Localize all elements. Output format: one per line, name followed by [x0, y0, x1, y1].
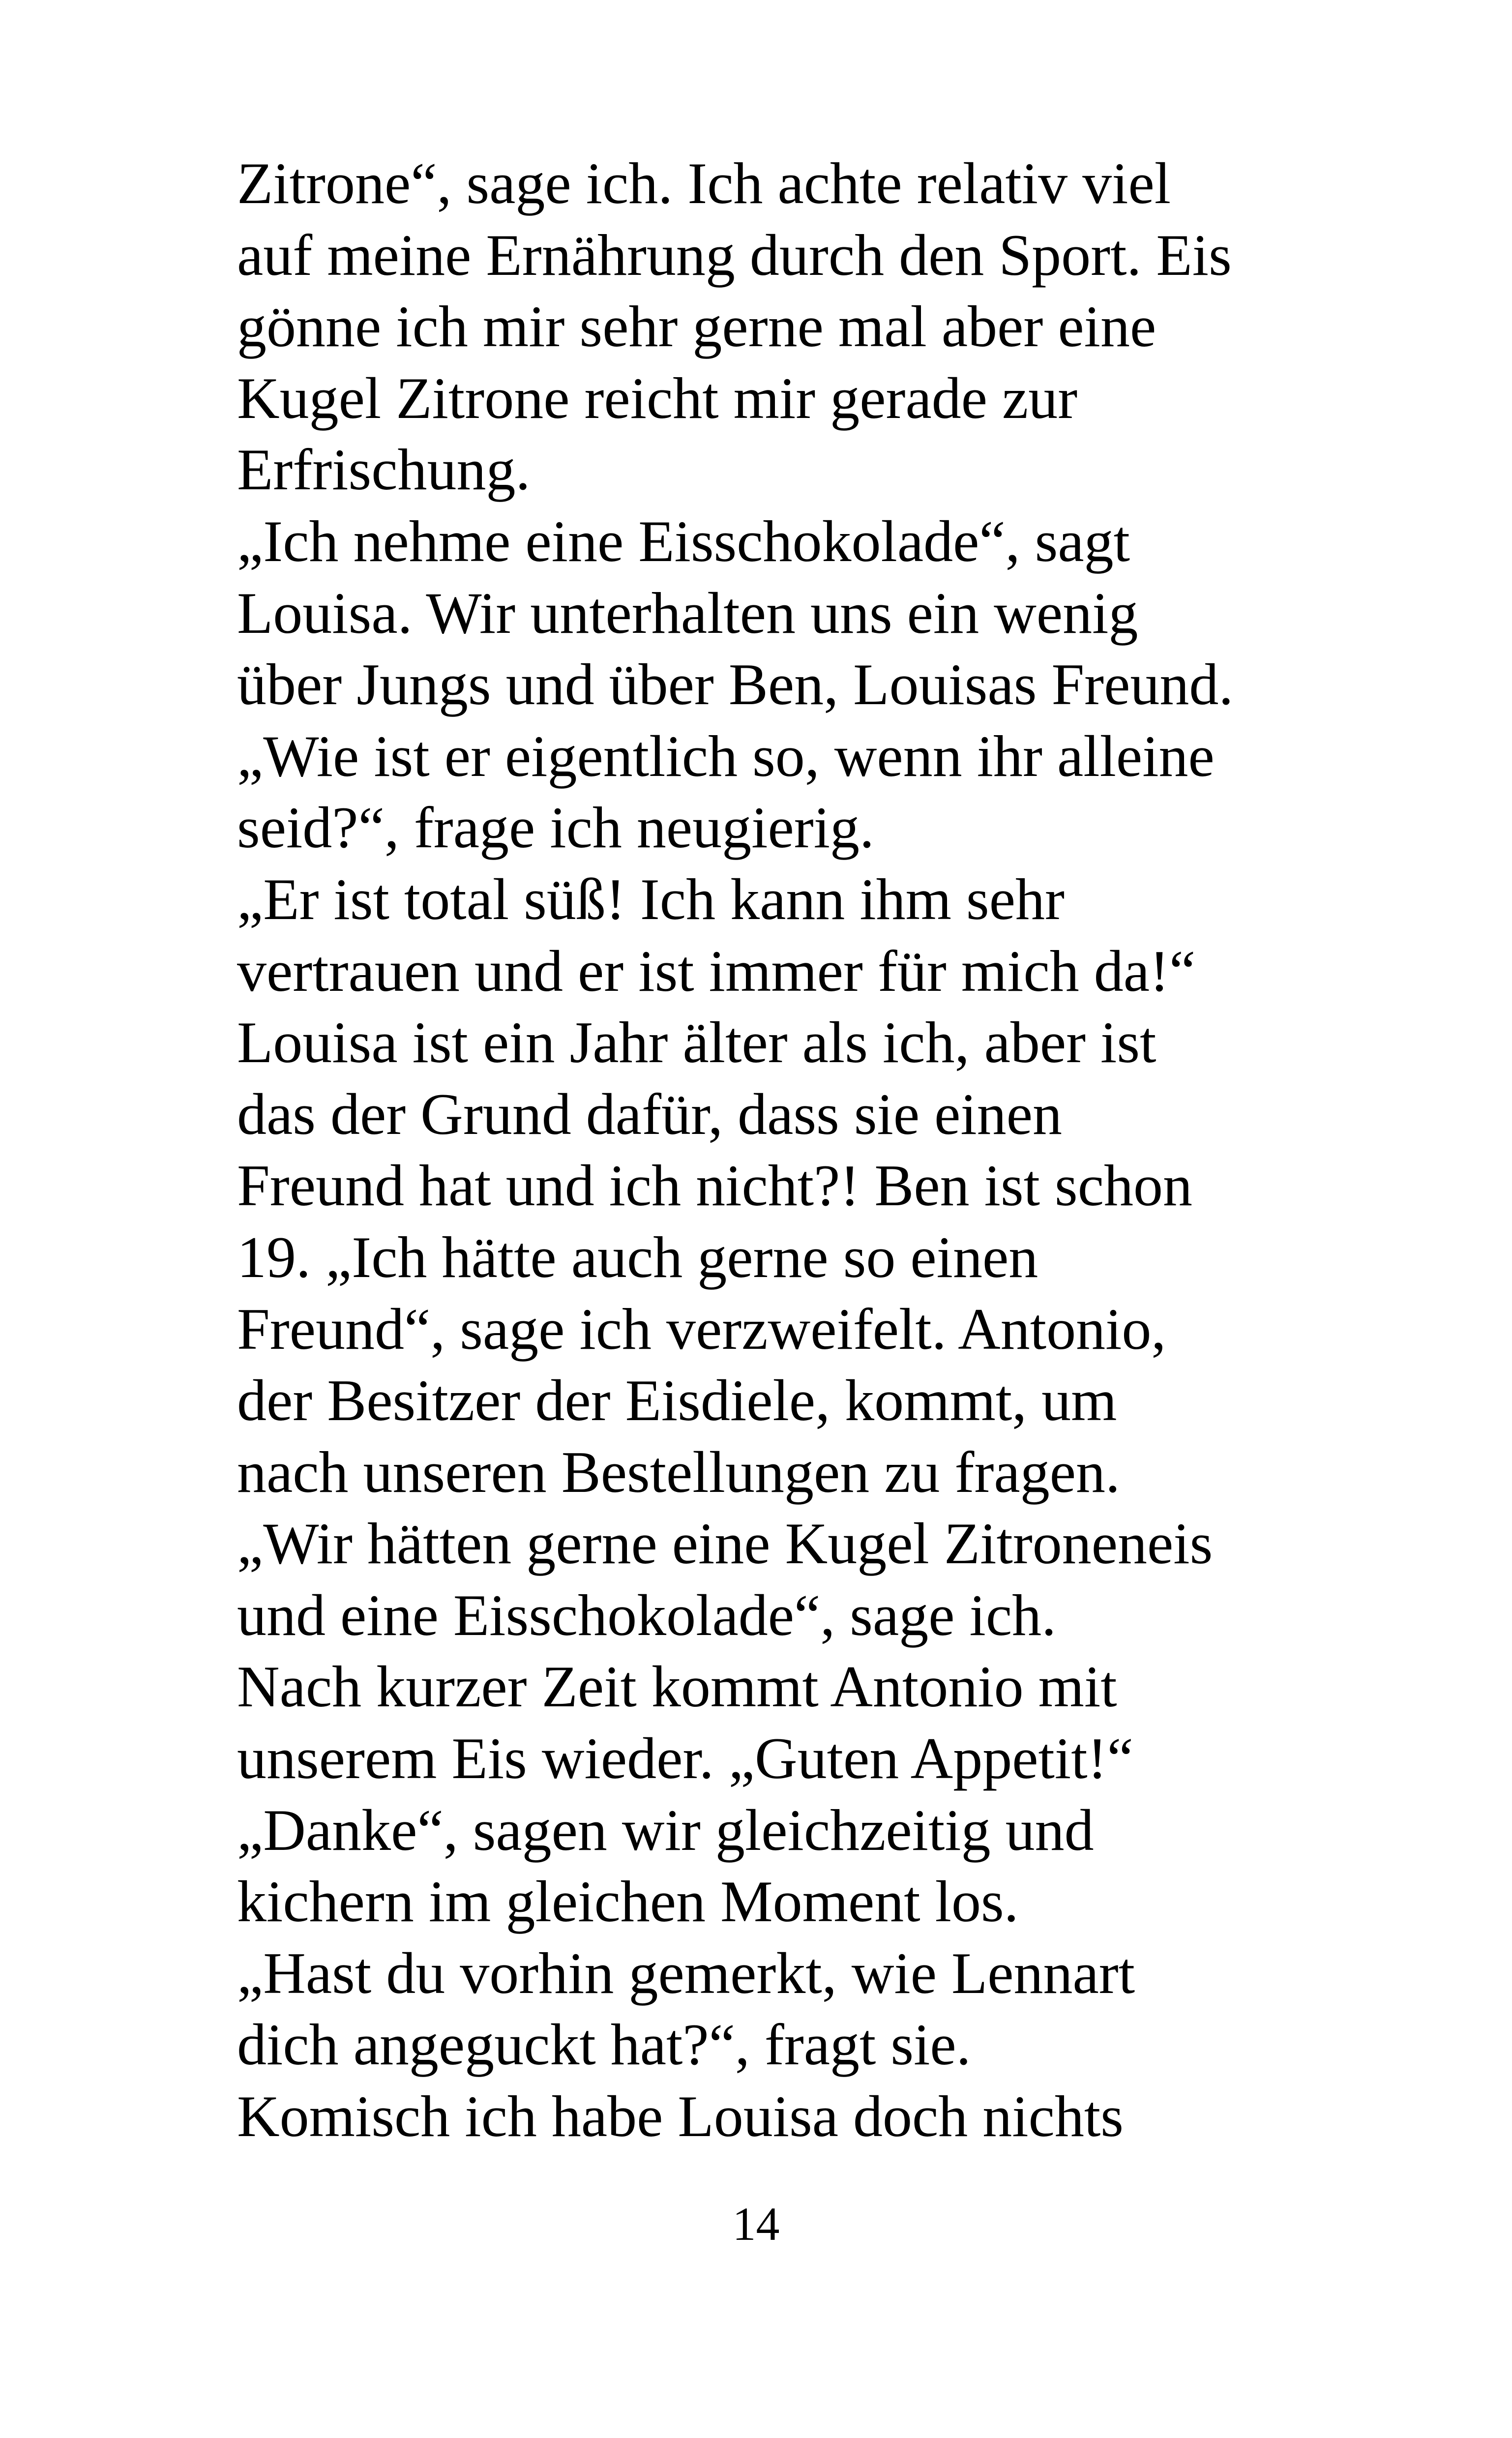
- text-line: dich angeguckt hat?“, fragt sie.: [237, 2012, 971, 2078]
- text-line: unserem Eis wieder. „Guten Appetit!“: [237, 1725, 1133, 1791]
- text-line: seid?“, frage ich neugierig.: [237, 795, 875, 861]
- text-line: „Danke“, sagen wir gleichzeitig und: [237, 1797, 1094, 1863]
- text-line: Louisa ist ein Jahr älter als ich, aber ist: [237, 1010, 1156, 1075]
- text-line: auf meine Ernährung durch den Sport. Eis: [237, 222, 1232, 288]
- text-line: „Ich nehme eine Eisschokolade“, sagt: [237, 508, 1130, 574]
- text-line: vertrauen und er ist immer für mich da!“: [237, 938, 1196, 1004]
- text-line: der Besitzer der Eisdiele, kommt, um: [237, 1368, 1117, 1433]
- text-line: „Er ist total süß! Ich kann ihm sehr: [237, 866, 1065, 932]
- text-line: „Wie ist er eigentlich so, wenn ihr alleine: [237, 723, 1215, 789]
- text-line: Komisch ich habe Louisa doch nichts: [237, 2083, 1124, 2149]
- text-line: Kugel Zitrone reicht mir gerade zur: [237, 365, 1078, 431]
- text-line: gönne ich mir sehr gerne mal aber eine: [237, 294, 1156, 359]
- text-line: Freund“, sage ich verzweifelt. Antonio,: [237, 1296, 1166, 1362]
- text-line: 19. „Ich hätte auch gerne so einen: [237, 1224, 1038, 1290]
- text-line: „Hast du vorhin gemerkt, wie Lennart: [237, 1940, 1135, 2006]
- text-line: das der Grund dafür, dass sie einen: [237, 1081, 1063, 1147]
- text-line: Nach kurzer Zeit kommt Antonio mit: [237, 1654, 1117, 1720]
- text-line: und eine Eisschokolade“, sage ich.: [237, 1582, 1057, 1648]
- text-line: kichern im gleichen Moment los.: [237, 1869, 1019, 1934]
- text-line: nach unseren Bestellungen zu fragen.: [237, 1439, 1120, 1505]
- text-line: „Wir hätten gerne eine Kugel Zitroneneis: [237, 1511, 1213, 1576]
- text-line: Zitrone“, sage ich. Ich achte relativ viel: [237, 150, 1171, 216]
- body-text: [237, 148, 1368, 2152]
- page-number: 14: [732, 2198, 780, 2250]
- text-line: Erfrischung.: [237, 437, 531, 503]
- text-line: Louisa. Wir unterhalten uns ein wenig: [237, 580, 1138, 646]
- text-line: über Jungs und über Ben, Louisas Freund.: [237, 652, 1234, 717]
- text-line: Freund hat und ich nicht?! Ben ist schon: [237, 1153, 1192, 1219]
